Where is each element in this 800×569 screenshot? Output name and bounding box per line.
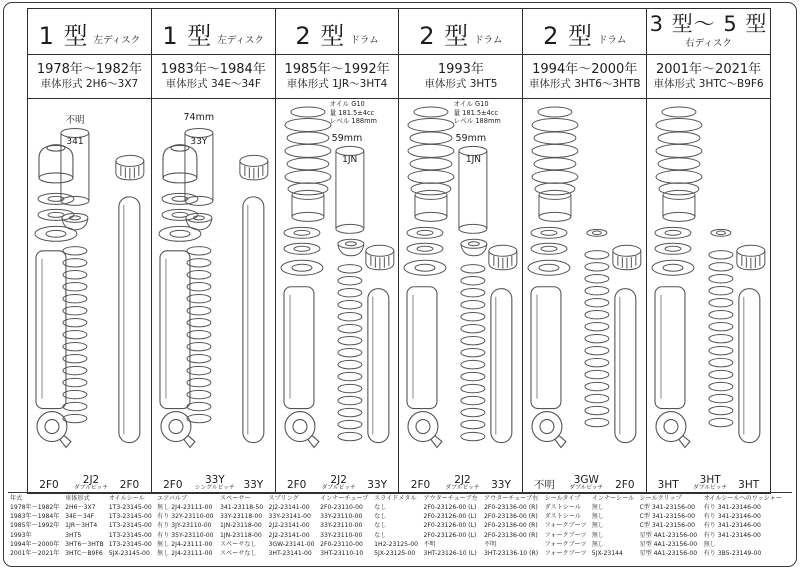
spring-code-group bbox=[689, 475, 731, 492]
type-label: 1 型 bbox=[162, 22, 213, 50]
table-cell: 3HT5 bbox=[65, 531, 82, 539]
column-header: オイルシール bbox=[108, 495, 145, 502]
table-cell: 3GW-23141-00 bbox=[268, 540, 315, 548]
table-cell: 無し bbox=[591, 531, 604, 539]
year-range: 1978年〜1982年 bbox=[36, 62, 142, 78]
table-cell: 3HT6〜3HTB bbox=[65, 540, 104, 548]
washer-stack-icon bbox=[404, 227, 446, 275]
table-cell: ダストシール bbox=[544, 513, 581, 521]
spring-code: 3HT bbox=[699, 473, 721, 486]
table-cell: 1T3-23145-00 bbox=[108, 522, 152, 530]
inner-tube-icon bbox=[243, 197, 264, 443]
column-header: スプリング bbox=[268, 495, 299, 502]
fork-diagram bbox=[399, 99, 522, 493]
fork-diagram bbox=[152, 99, 275, 493]
column-header: スペーサー bbox=[219, 495, 251, 502]
table-cell: 2J2-23141-00 bbox=[268, 522, 310, 530]
table-cell: 2F0-23126-00 (L) bbox=[423, 513, 477, 521]
washer-stack-icon bbox=[528, 227, 570, 275]
table-cell: C型 341-23156-00 bbox=[639, 513, 695, 521]
disc-label: ドラム bbox=[597, 35, 627, 46]
cap-nut-icon bbox=[489, 245, 517, 269]
spring-code-group bbox=[194, 475, 236, 492]
cup-washer-icon bbox=[62, 213, 88, 229]
outer-tube-code: 不明 bbox=[533, 478, 555, 491]
table-row bbox=[10, 531, 790, 540]
washer-stack-icon bbox=[652, 227, 694, 275]
table-cell: C型 341-23156-00 bbox=[639, 522, 695, 530]
fork-boot-icon bbox=[656, 107, 702, 221]
type-header bbox=[523, 9, 646, 55]
table-cell: 2001年〜2021年 bbox=[10, 549, 60, 557]
column-header: アウターチューブ左 bbox=[423, 495, 478, 502]
table-cell: 2F0-23126-00 (L) bbox=[423, 522, 477, 530]
fork-cap-icon bbox=[163, 145, 197, 183]
table-cell: 2F0-23136-00 (R) bbox=[483, 513, 538, 521]
inner-tube-code: 33Y bbox=[367, 478, 388, 491]
axle-clamp-icon bbox=[408, 412, 442, 448]
outer-tube-code: 2F0 bbox=[410, 478, 431, 491]
table-cell: 不明 bbox=[483, 540, 497, 548]
table-cell: 2H6〜3X7 bbox=[65, 504, 96, 512]
type-header bbox=[152, 9, 275, 55]
parts-sheet bbox=[3, 2, 797, 567]
oil-spec-note: オイル G10 量 181.5±4cc レベル 188mm bbox=[329, 100, 377, 126]
spring-icon bbox=[585, 251, 609, 427]
inner-tube-code: 33Y bbox=[243, 478, 264, 491]
table-cell: C型 341-23156-00 bbox=[639, 504, 695, 512]
parts-table-area bbox=[8, 492, 792, 558]
table-header-row bbox=[10, 494, 790, 503]
table-cell: 33Y-23110-00 bbox=[320, 513, 363, 521]
column-gen1-early bbox=[28, 9, 151, 493]
year-range: 1994年〜2000年 bbox=[532, 62, 638, 78]
table-cell: 無し 2J4-23111-00 bbox=[157, 540, 213, 548]
spring-pitch-label: ダブルピッチ bbox=[445, 485, 480, 492]
spacer-length-note: 59mm bbox=[455, 133, 487, 144]
table-cell: 1994年〜2000年 bbox=[10, 540, 60, 548]
washer-stack-icon bbox=[281, 227, 323, 275]
type-label: 2 型 bbox=[543, 22, 593, 50]
outer-tube-icon bbox=[36, 251, 66, 409]
table-cell: 星型 4A1-23156-00 bbox=[639, 540, 698, 548]
table-cell: 3HT-23110-10 bbox=[320, 549, 364, 557]
type-header bbox=[276, 9, 399, 55]
fork-diagram bbox=[276, 99, 399, 493]
table-cell: 2F0-23126-00 (L) bbox=[423, 531, 477, 539]
spacer-length-note: 不明 bbox=[65, 115, 85, 126]
fork-cap-icon bbox=[39, 145, 73, 183]
inner-tube-code: 3HT bbox=[738, 478, 760, 491]
table-cell: 無し 2J4-23111-00 bbox=[157, 549, 213, 557]
outer-tube-icon bbox=[407, 287, 437, 409]
inner-tube-icon bbox=[491, 289, 512, 443]
table-cell: 33Y-23110-00 bbox=[320, 522, 363, 530]
type-label: 3 型〜 5 型 bbox=[649, 11, 768, 36]
spring-pitch-label: ダブルピッチ bbox=[321, 485, 356, 492]
cap-nut-icon bbox=[737, 245, 765, 269]
table-cell: スペーサなし bbox=[219, 540, 257, 548]
table-cell: 2F0-23136-00 (R) bbox=[483, 504, 538, 512]
table-cell: 無し bbox=[591, 513, 604, 521]
table-cell: 341-23118-50 bbox=[219, 504, 264, 512]
column-header: スライドメタル bbox=[374, 495, 417, 502]
table-cell: 5JX-23144 bbox=[591, 549, 623, 557]
model-code: 車体形式 2H6〜3X7 bbox=[40, 77, 139, 90]
spring-code: 2J2 bbox=[454, 473, 471, 486]
inner-tube-icon bbox=[119, 197, 140, 443]
table-cell: フォークブーツ bbox=[544, 522, 587, 530]
small-washer-icon bbox=[711, 229, 731, 236]
column-header: シールクリップ bbox=[639, 495, 682, 502]
column-header: オイルシールへのワッシャー bbox=[703, 495, 782, 502]
spring-code: 2J2 bbox=[82, 473, 100, 486]
column-header: インナーシール bbox=[591, 495, 635, 502]
type-label: 2 型 bbox=[295, 22, 346, 50]
type-header bbox=[647, 9, 770, 55]
table-cell: 1993年 bbox=[10, 531, 32, 539]
table-cell: 有り 341-23146-00 bbox=[703, 513, 761, 521]
column-gen2-early bbox=[275, 9, 399, 493]
type-header bbox=[28, 9, 151, 55]
table-cell: なし bbox=[374, 513, 387, 521]
spring-pitch-label: ダブルピッチ bbox=[692, 485, 728, 492]
table-cell: 無し bbox=[591, 540, 604, 548]
year-range: 1983年〜1984年 bbox=[160, 62, 266, 78]
year-range: 1985年〜1992年 bbox=[284, 62, 390, 78]
table-cell: フォークブーツ bbox=[544, 540, 587, 548]
type-label: 1 型 bbox=[38, 22, 89, 50]
table-cell: 無し bbox=[703, 540, 716, 548]
model-code: 車体形式 3HTC〜B9F6 bbox=[653, 77, 764, 90]
axle-clamp-icon bbox=[37, 412, 71, 448]
outer-tube-code: 2F0 bbox=[163, 478, 183, 491]
outer-tube-icon bbox=[655, 287, 685, 409]
table-cell: 有り 32Y-23110-00 bbox=[157, 513, 214, 521]
spacer-code: 33Y bbox=[190, 137, 208, 147]
disc-label: 左ディスク bbox=[93, 35, 141, 46]
table-cell: 有り 341-23146-00 bbox=[703, 522, 761, 530]
fork-boot-icon bbox=[532, 107, 578, 221]
model-code: 車体形式 1JR〜3HT4 bbox=[286, 77, 388, 90]
table-cell: 34E〜34F bbox=[65, 513, 95, 521]
column-gen1-late bbox=[151, 9, 275, 493]
table-cell: 3HTC〜B9F6 bbox=[65, 549, 103, 557]
table-cell: 1JN-23118-00 bbox=[219, 531, 262, 539]
spacer-code: 341 bbox=[66, 137, 84, 147]
table-cell: 2F0-23110-00 bbox=[320, 540, 363, 548]
type-header bbox=[399, 9, 522, 55]
spring-code: 3GW bbox=[573, 473, 599, 486]
spring-code: 33Y bbox=[204, 473, 225, 486]
small-washer-icon bbox=[587, 229, 607, 236]
cup-washer-icon bbox=[186, 213, 212, 229]
table-cell: 33Y-23118-00 bbox=[219, 513, 263, 521]
spacer-code: 1JN bbox=[342, 155, 358, 165]
year-header bbox=[523, 55, 646, 99]
column-gen3-5 bbox=[646, 9, 770, 493]
spring-icon bbox=[338, 265, 362, 441]
year-header bbox=[152, 55, 275, 99]
table-cell: 有り 341-23146-00 bbox=[703, 504, 761, 512]
disc-label: ドラム bbox=[474, 35, 503, 46]
year-header bbox=[647, 55, 770, 99]
spring-pitch-label: シングルピッチ bbox=[194, 485, 235, 492]
spring-icon bbox=[709, 251, 733, 427]
cup-washer-icon bbox=[461, 239, 487, 255]
spring-pitch-label: ダブルピッチ bbox=[569, 485, 604, 492]
table-cell: 1T3-23145-00 bbox=[108, 504, 152, 512]
table-cell: 1JN-23118-00 bbox=[219, 522, 262, 530]
table-cell: 33Y-23110-00 bbox=[320, 531, 363, 539]
column-gen2-1993 bbox=[398, 9, 522, 493]
oil-spec-note: オイル G10 量 181.5±4cc レベル 188mm bbox=[453, 100, 501, 126]
year-header bbox=[28, 55, 151, 99]
cap-nut-icon bbox=[613, 245, 641, 269]
year-range: 1993年 bbox=[437, 62, 484, 78]
table-row bbox=[10, 540, 790, 549]
outer-tube-code: 2F0 bbox=[39, 478, 59, 491]
disc-label: 左ディスク bbox=[217, 35, 265, 46]
year-header bbox=[399, 55, 522, 99]
table-cell: 有り 35Y-23110-00 bbox=[157, 531, 214, 539]
fork-parts-drawing bbox=[152, 99, 275, 488]
fork-diagram bbox=[28, 99, 151, 493]
table-row bbox=[10, 549, 790, 558]
table-cell: 1JR〜3HT4 bbox=[65, 522, 98, 530]
table-cell: 1978年〜1982年 bbox=[10, 504, 60, 512]
table-cell: なし bbox=[374, 531, 387, 539]
spacer-code: 1JN bbox=[465, 155, 482, 165]
spring-icon bbox=[187, 247, 211, 423]
table-cell: 3HT-23136-10 (R) bbox=[483, 549, 539, 557]
model-code: 車体形式 3HT5 bbox=[424, 77, 498, 90]
table-cell: フォークブーツ bbox=[544, 531, 587, 539]
columns-area bbox=[27, 8, 771, 494]
fork-parts-drawing bbox=[28, 99, 151, 488]
inner-tube-icon bbox=[739, 289, 760, 443]
fork-boot-icon bbox=[408, 107, 454, 221]
outer-tube-icon bbox=[531, 287, 561, 409]
spring-pitch-label: ダブルピッチ bbox=[73, 485, 109, 492]
table-cell: 33Y-23141-00 bbox=[268, 513, 311, 521]
table-cell: 1985年〜1992年 bbox=[10, 522, 60, 530]
outer-tube-icon bbox=[284, 287, 314, 409]
inner-tube-code: 2F0 bbox=[119, 478, 140, 491]
inner-tube-code: 2F0 bbox=[615, 478, 635, 491]
disc-label: ドラム bbox=[350, 35, 379, 46]
table-cell: 2F0-23126-00 (L) bbox=[423, 504, 477, 512]
axle-clamp-icon bbox=[656, 412, 690, 448]
column-header: シールタイプ bbox=[544, 495, 581, 502]
fork-diagram bbox=[647, 99, 770, 493]
spring-code-group bbox=[318, 475, 360, 492]
inner-tube-code: 33Y bbox=[491, 478, 511, 491]
column-header: 年式 bbox=[10, 495, 23, 502]
table-cell: なし bbox=[374, 504, 387, 512]
column-header: 車体形式 bbox=[65, 495, 90, 502]
table-cell: 3HT-23141-00 bbox=[268, 549, 312, 557]
year-range: 2001年〜2021年 bbox=[655, 62, 762, 78]
table-cell: 2J2-23141-00 bbox=[268, 504, 310, 512]
fork-diagram bbox=[523, 99, 646, 493]
axle-clamp-icon bbox=[532, 412, 566, 448]
year-header bbox=[276, 55, 399, 99]
table-cell: 2J2-23141-00 bbox=[268, 531, 310, 539]
table-cell: 有り 341-23146-00 bbox=[703, 531, 761, 539]
table-cell: フォークブーツ bbox=[544, 549, 587, 557]
cup-washer-icon bbox=[338, 239, 364, 255]
table-cell: 1T3-23145-00 bbox=[108, 531, 152, 539]
table-cell: 1T3-23145-00 bbox=[108, 540, 152, 548]
fork-parts-drawing bbox=[647, 99, 770, 488]
model-code: 車体形式 3HT6〜3HTB bbox=[528, 77, 641, 90]
disc-label: 右ディスク bbox=[685, 37, 732, 49]
table-cell: 3HT-23126-10 (L) bbox=[423, 549, 477, 557]
cap-nut-icon bbox=[366, 245, 394, 269]
table-cell: スペーサなし bbox=[219, 549, 257, 557]
table-cell: 無し bbox=[591, 504, 604, 512]
table-cell: 有り 3JY-23110-00 bbox=[157, 522, 212, 530]
parts-table bbox=[10, 494, 790, 558]
axle-clamp-icon bbox=[161, 412, 195, 448]
table-row bbox=[10, 503, 790, 512]
column-gen2-late bbox=[522, 9, 646, 493]
column-header: アウターチューブ右 bbox=[483, 495, 539, 502]
table-cell: 1H2-23125-00 bbox=[374, 540, 418, 548]
inner-tube-icon bbox=[368, 289, 389, 443]
cap-nut-icon bbox=[240, 155, 268, 179]
spring-icon bbox=[63, 247, 87, 423]
table-cell: なし bbox=[374, 522, 387, 530]
column-header: エアバルブ bbox=[157, 495, 188, 502]
outer-tube-icon bbox=[160, 251, 190, 409]
table-row bbox=[10, 512, 790, 521]
outer-tube-code: 3HT bbox=[657, 478, 679, 491]
table-cell: 無し bbox=[591, 522, 604, 530]
spring-code-group bbox=[70, 475, 112, 492]
cap-nut-icon bbox=[116, 155, 144, 179]
table-cell: 5JX-23145-00 bbox=[108, 549, 150, 557]
column-header: インナーチューブ bbox=[320, 495, 369, 502]
table-cell: 不明 bbox=[423, 540, 436, 548]
spring-code-group bbox=[441, 475, 483, 492]
spacer-length-note: 74mm bbox=[183, 112, 215, 123]
washer-stack-icon bbox=[35, 193, 77, 241]
table-cell: 5JX-23125-00 bbox=[374, 549, 416, 557]
table-cell: 無し 2J4-23111-00 bbox=[157, 504, 213, 512]
table-cell: 1983年〜1984年 bbox=[10, 513, 60, 521]
table-cell: 有り 3B5-23149-00 bbox=[703, 549, 762, 557]
fork-parts-drawing bbox=[523, 99, 646, 488]
table-row bbox=[10, 521, 790, 530]
axle-clamp-icon bbox=[285, 412, 319, 448]
table-cell: 2F0-23110-00 bbox=[320, 504, 363, 512]
spacer-length-note: 59mm bbox=[331, 133, 363, 144]
model-code: 車体形式 34E〜34F bbox=[165, 77, 261, 90]
washer-stack-icon bbox=[159, 193, 201, 241]
type-label: 2 型 bbox=[419, 22, 470, 50]
fork-boot-icon bbox=[285, 107, 331, 221]
table-cell: 2F0-23136-00 (R) bbox=[483, 531, 538, 539]
spring-code: 2J2 bbox=[330, 473, 347, 486]
inner-tube-icon bbox=[615, 289, 636, 443]
table-cell: ダストシール bbox=[544, 504, 581, 512]
table-cell: 星型 4A1-23156-00 bbox=[639, 549, 698, 557]
outer-tube-code: 2F0 bbox=[286, 478, 307, 491]
table-cell: 2F0-23136-00 (R) bbox=[483, 522, 538, 530]
spring-code-group bbox=[565, 475, 607, 492]
table-cell: 星型 4A1-23156-00 bbox=[639, 531, 698, 539]
spring-icon bbox=[461, 265, 485, 441]
table-cell: 1T3-23145-00 bbox=[108, 513, 152, 521]
